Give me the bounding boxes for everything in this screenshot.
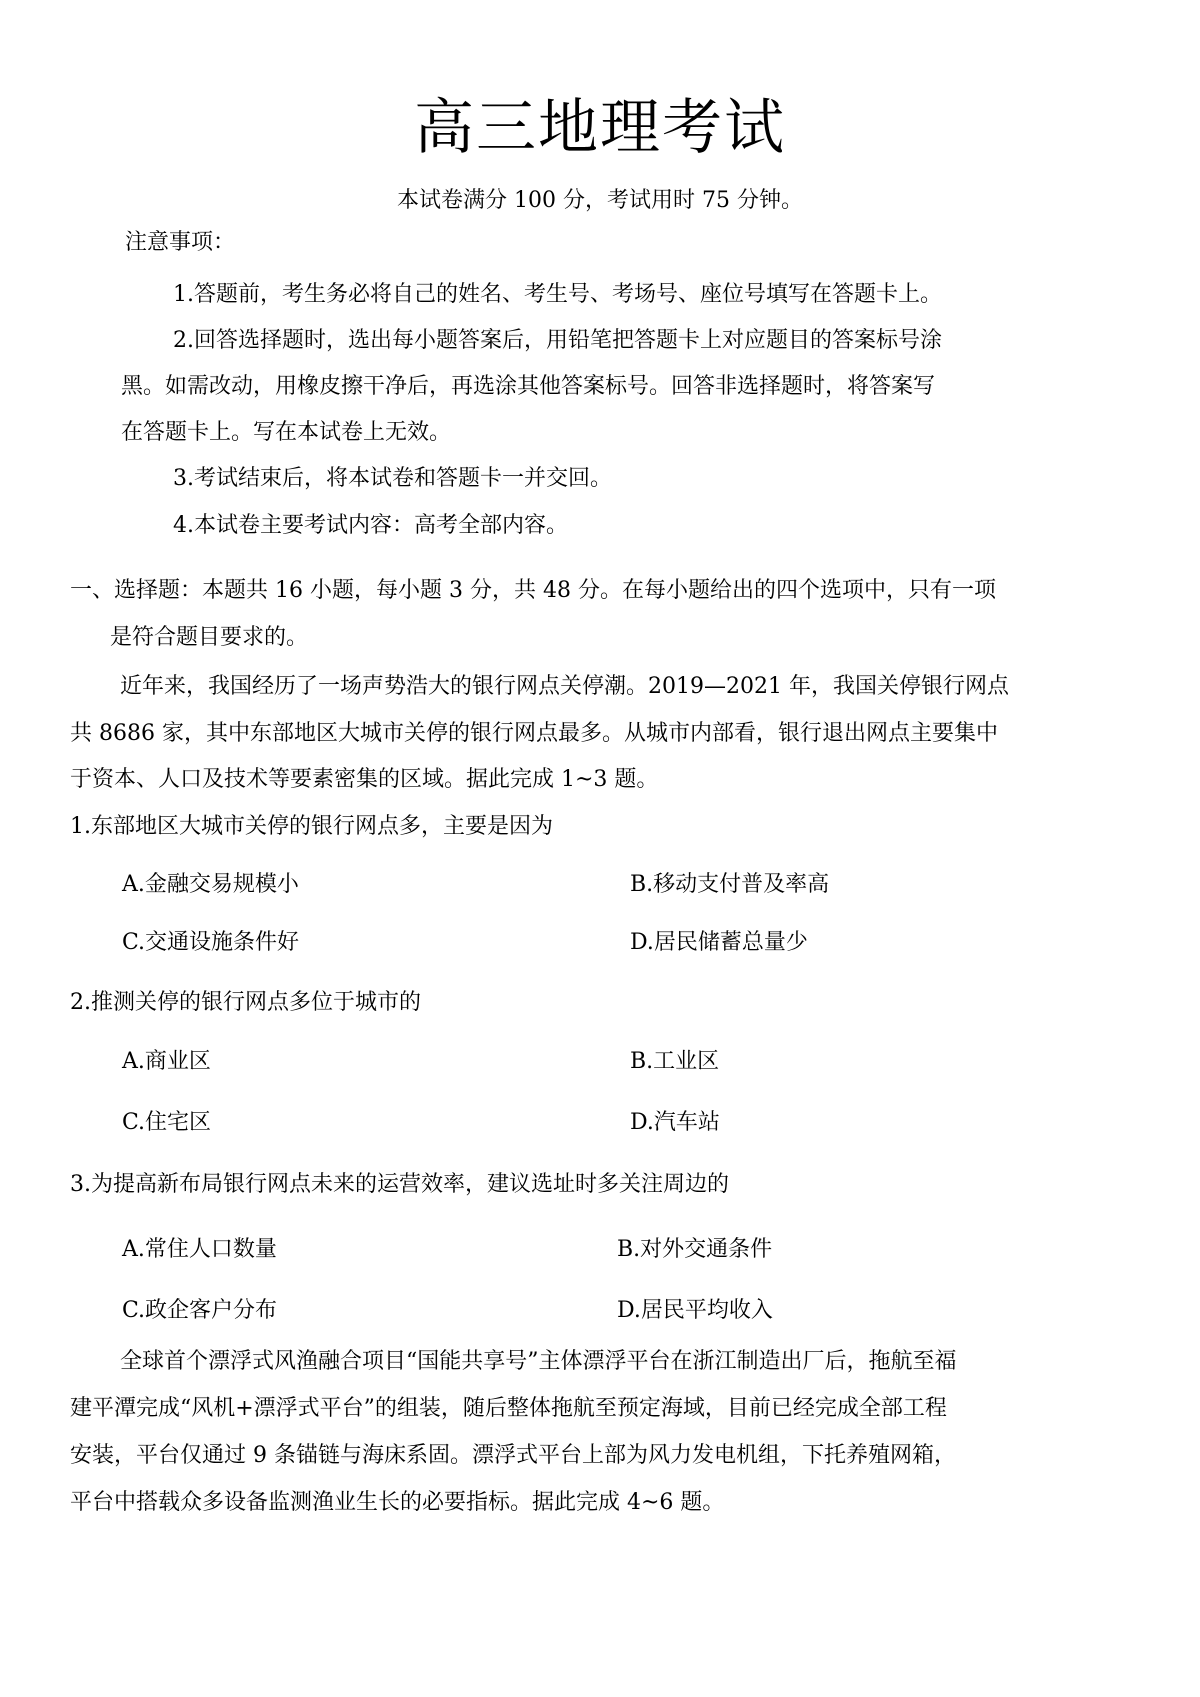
question-option: C.住宅区 — [122, 1110, 212, 1135]
question-option: D.居民平均收入 — [617, 1298, 773, 1323]
question-option: A.商业区 — [122, 1049, 211, 1074]
passage-line: 全球首个漂浮式风渔融合项目“国能共享号”主体漂浮平台在浙江制造出厂后，拖航至福 — [120, 1349, 957, 1374]
question-stem: 3.为提高新布局银行网点未来的运营效率，建议选址时多关注周边的 — [70, 1172, 729, 1197]
notice-heading: 注意事项： — [125, 230, 236, 255]
notice-item: 2.回答选择题时，选出每小题答案后，用铅笔把答题卡上对应题目的答案标号涂 — [173, 328, 942, 353]
notice-item: 在答题卡上。写在本试卷上无效。 — [121, 420, 452, 445]
passage-line: 安装，平台仅通过 9 条锚链与海床系固。漂浮式平台上部为风力发电机组，下托养殖网箱， — [70, 1443, 956, 1468]
question-option: B.对外交通条件 — [617, 1237, 773, 1262]
exam-info: 本试卷满分 100 分，考试用时 75 分钟。 — [397, 188, 803, 213]
passage-line: 建平潭完成“风机+漂浮式平台”的组装，随后整体拖航至预定海域，目前已经完成全部工程 — [70, 1396, 947, 1421]
passage-line: 近年来，我国经历了一场声势浩大的银行网点关停潮。2019—2021 年，我国关停银行网点 — [120, 674, 1009, 699]
notice-item: 3.考试结束后，将本试卷和答题卡一并交回。 — [173, 466, 612, 491]
section-heading: 是符合题目要求的。 — [110, 625, 309, 650]
question-option: C.政企客户分布 — [122, 1298, 278, 1323]
notice-item: 黑。如需改动，用橡皮擦干净后，再选涂其他答案标号。回答非选择题时，将答案写 — [121, 374, 936, 399]
question-option: C.交通设施条件好 — [122, 930, 300, 955]
notice-item: 4.本试卷主要考试内容：高考全部内容。 — [173, 513, 568, 538]
question-option: D.居民储蓄总量少 — [630, 930, 808, 955]
question-option: A.金融交易规模小 — [122, 872, 299, 897]
page-title: 高三地理考试 — [414, 93, 786, 163]
passage-line: 于资本、人口及技术等要素密集的区域。据此完成 1~3 题。 — [70, 767, 659, 792]
question-option: B.移动支付普及率高 — [630, 872, 830, 897]
question-stem: 2.推测关停的银行网点多位于城市的 — [70, 990, 421, 1015]
question-stem: 1.东部地区大城市关停的银行网点多，主要是因为 — [70, 814, 553, 839]
question-option: D.汽车站 — [630, 1110, 720, 1135]
question-option: A.常住人口数量 — [122, 1237, 277, 1262]
section-heading: 一、选择题：本题共 16 小题，每小题 3 分，共 48 分。在每小题给出的四个选项中，只有一项 — [70, 578, 996, 603]
passage-line: 共 8686 家，其中东部地区大城市关停的银行网点最多。从城市内部看，银行退出网点主要集中 — [70, 721, 998, 746]
passage-line: 平台中搭载众多设备监测渔业生长的必要指标。据此完成 4~6 题。 — [70, 1490, 725, 1515]
notice-item: 1.答题前，考生务必将自己的姓名、考生号、考场号、座位号填写在答题卡上。 — [173, 282, 942, 307]
question-option: B.工业区 — [630, 1049, 720, 1074]
